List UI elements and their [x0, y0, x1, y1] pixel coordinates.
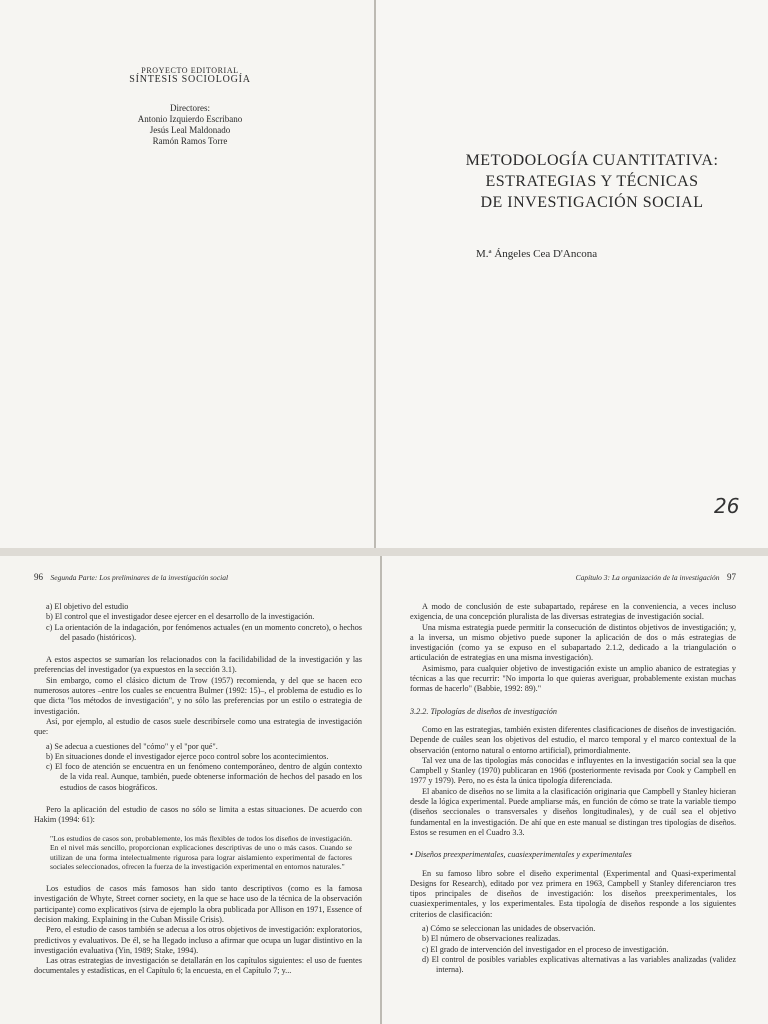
paragraph: Sin embargo, como el clásico dictum de Trow (1957) recomienda, y del que se hacen eco numerosos autores –entre los cuales se encuentra Bulmer (1992: 15)–, el problema de estudio es lo que dicta "los métodos de investigación", y no sólo las preferencias por un estilo o estrategia de investigación.	[34, 675, 362, 716]
spacer	[410, 861, 736, 869]
director-name: Ramón Ramos Torre	[152, 136, 228, 146]
publisher-series: SÍNTESIS SOCIOLOGÍA	[129, 74, 251, 85]
directors-label: Directores:	[170, 103, 210, 113]
spacer	[34, 643, 362, 655]
running-head-text: Capítulo 3: La organización de la investigación	[575, 573, 720, 582]
paragraph: Así, por ejemplo, al estudio de casos suele describírsele como una estrategia de investigación que:	[34, 716, 362, 737]
list-item: c) La orientación de la indagación, por fenómenos actuales (en un momento concreto), o hechos del pasado (históricos).	[46, 622, 362, 642]
page-front-matter-left	[0, 0, 374, 548]
book-author: M.ª Ángeles Cea D'Ancona	[476, 248, 598, 260]
spacer	[410, 838, 736, 850]
spacer	[410, 717, 736, 725]
publisher-small-caps: PROYECTO EDITORIAL	[141, 66, 239, 75]
spacer	[34, 826, 362, 834]
page-title-right	[376, 0, 768, 548]
paragraph: Pero la aplicación del estudio de casos no sólo se limita a estas situaciones. De acuerdo con Hakim (1994: 61):	[34, 805, 362, 825]
body-text-left	[34, 602, 362, 977]
list-item: b) En situaciones donde el investigador ejerce poco control sobre los acontecimientos.	[46, 751, 329, 761]
running-head-text: Segunda Parte: Los preliminares de la investigación social	[50, 573, 229, 582]
director-name: Jesús Leal Maldonado	[149, 125, 231, 135]
paragraph: Las otras estrategias de investigación se detallarán en los capítulos siguientes: el uso de fuentes documentales y estadísticas, en el Capítulo 6; la encuesta, en el Capítulo 7; y...	[34, 956, 362, 976]
list-item: b) El control que el investigador desee ejercer en el desarrollo de la investigación.	[46, 612, 315, 622]
list-item: c) El grado de intervención del investigador en el proceso de investigación.	[422, 944, 669, 954]
title-line: ESTRATEGIAS Y TÉCNICAS	[485, 173, 699, 190]
scan-divider	[0, 548, 768, 556]
paragraph: Una misma estrategia puede permitir la consecución de distintos objetivos de investigación; y, a la inversa, un mismo objetivo puede suponer la aplicación de dos o más estrategias de investigación (como ya se expuso en el subapartado 2.1.2, dedicado a la triangulación o articulación de estrategias en una misma investigación).	[410, 622, 736, 663]
paragraph: Asimismo, para cualquier objetivo de investigación existe un amplio abanico de estrategias y técnicas a las que recurrir: "No importa lo que quieras averiguar, probablemente existan muchas formas de hacerlo" (Babbie, 1992: 89)."	[410, 663, 736, 694]
spacer	[410, 695, 736, 707]
handwritten-page-note: 26	[714, 494, 740, 518]
paragraph: Pero, el estudio de casos también se adecua a los otros objetivos de investigación: exploratorios, predictivos y evaluativos. De él, se ha llegado incluso a afirmar que ocupa un lugar distintivo en la investigación evaluativa (Yin, 1989; Stake, 1994).	[34, 925, 362, 955]
list-item: a) Cómo se seleccionan las unidades de observación.	[422, 924, 596, 934]
paragraph: El abanico de diseños no se limita a la clasificación originaria que Campbell y Stanley hicieran desde la lógica experimental. Puede ampliarse más, en función de cómo se trate la variable tiempo (diseños seccionales o transversales y diseños longitudinales), y de cuál sea el objetivo fundamental en la investigación. De ahí que en este manual se distingan tres tipologías de diseños. Estos se resumen en el Cuadro 3.3.	[410, 786, 736, 837]
block-quote: "Los estudios de casos son, probablemente, los más flexibles de todos los diseños de investigación. En el nivel más sencillo, proporcionan explicaciones descriptivas de uno o más casos. Cuando se utilizan de una forma intelectualmente rigurosa para lograr aislamiento experimental de factores sociales seleccionados, ofrecen la fuerza de la investigación experimental en entornos naturales."	[50, 833, 352, 872]
paragraph: Los estudios de casos más famosos han sido tanto descriptivos (como es la famosa investigación de Whyte, Street corner society, en la que se hace uso de la técnica de la observación participante) como explicativos (sirva de ejemplo la obra publicada por Allison en 1971, Essence of decision making. Explaining in the Cuban Missile Crisis).	[34, 884, 362, 924]
list-item: c) El foco de atención se encuentra en un fenómeno contemporáneo, dentro de algún contexto de la vida real. Aunque, también, puede obtenerse información de hechos del pasado en los estudios de casos biográficos.	[46, 762, 362, 792]
book-title	[422, 150, 762, 213]
page-number: 97	[727, 572, 736, 582]
running-head-left	[34, 572, 354, 582]
running-head-right	[410, 572, 736, 582]
section-heading: • Diseños preexperimentales, cuasiexperimentales y experimentales	[410, 850, 632, 860]
title-line: DE INVESTIGACIÓN SOCIAL	[480, 194, 704, 211]
paragraph: En su famoso libro sobre el diseño experimental (Experimental and Quasi-experimental Designs for Research), editado por vez primera en 1963, Campbell y Stanley diferenciaron tres tipos principales de diseños de investigación: los diseños preexperimentales, los cuasiexperimentales, y los experimentales. Esta tipología de diseños responde a los siguientes criterios de clasificación:	[410, 868, 736, 919]
paragraph: A estos aspectos se sumarían los relacionados con la facilidabilidad de la investigación y las preferencias del investigador (ya expuestos en la sección 3.1).	[34, 655, 362, 675]
section-heading: 3.2.2. Tipologías de diseños de investigación	[410, 706, 557, 716]
list-item: a) Se adecua a cuestiones del "cómo" y el "por qué".	[46, 741, 218, 751]
list-item: a) El objetivo del estudio	[46, 602, 129, 611]
body-text-right	[410, 602, 736, 976]
paragraph: Tal vez una de las tipologías más conocidas e influyentes en la investigación social sea la que Campbell y Stanley (1970) publicaran en 1966 (posteriormente revisada por Cook y Campbell en 1977 y 1979). Pero, no es ésta la única tipología diferenciada.	[410, 755, 736, 786]
list-item: d) El control de posibles variables explicativas alternativas a las variables analizadas (validez interna).	[422, 954, 736, 975]
spacer	[34, 793, 362, 805]
list-item: b) El número de observaciones realizadas.	[422, 934, 561, 944]
title-line: METODOLOGÍA CUANTITATIVA:	[465, 152, 719, 169]
spacer	[34, 872, 362, 884]
director-name: Antonio Izquierdo Escribano	[137, 114, 243, 124]
paragraph: A modo de conclusión de este subapartado, repárese en la conveniencia, a veces incluso exigencia, de una concepción pluralista de las diversas estrategias de investigación social.	[410, 602, 736, 622]
paragraph: Como en las estrategias, también existen diferentes clasificaciones de diseños de investigación. Depende de cuáles sean los objetivos del estudio, el marco temporal y el marco contextual de la observación (entorno natural o entorno artificial), primordialmente.	[410, 724, 736, 755]
page-number: 96	[34, 572, 43, 582]
